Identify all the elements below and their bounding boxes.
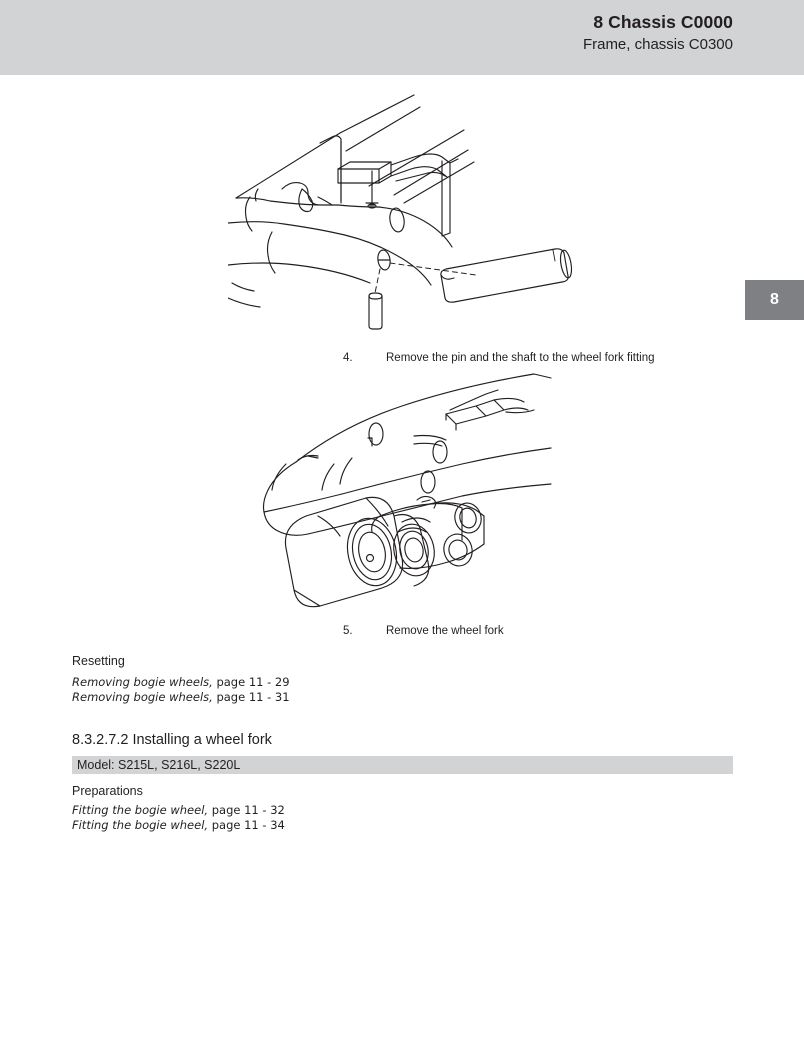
cross-reference-page: page 11 - 32	[208, 803, 285, 817]
step-number-5: 5.	[343, 625, 353, 637]
page-header-title: 8 Chassis C0000	[593, 12, 733, 32]
cross-reference-page: page 11 - 29	[212, 675, 290, 689]
chapter-tab-label: 8	[770, 291, 779, 308]
step-text-5: Remove the wheel fork	[386, 625, 504, 637]
cross-reference-item[interactable]	[72, 690, 290, 705]
cross-reference-item[interactable]	[72, 818, 285, 833]
cross-reference-title: Fitting the bogie wheel,	[72, 818, 209, 832]
cross-reference-page: page 11 - 34	[208, 818, 285, 832]
step-text-4: Remove the pin and the shaft to the wheel fork fitting	[386, 352, 655, 364]
preparations-cross-reference-list	[72, 803, 285, 833]
resetting-section-label: Resetting	[72, 654, 125, 668]
resetting-cross-reference-list	[72, 675, 290, 705]
cross-reference-page: page 11 - 31	[212, 690, 290, 704]
model-applicability-text: Model: S215L, S216L, S220L	[77, 758, 241, 772]
cross-reference-title: Removing bogie wheels,	[72, 690, 213, 704]
chapter-tab-marker	[745, 280, 804, 320]
wheel-fork-removal-illustration	[262, 372, 552, 612]
cross-reference-item[interactable]	[72, 803, 285, 818]
model-applicability-banner	[72, 756, 733, 774]
preparations-section-label: Preparations	[72, 784, 143, 798]
cross-reference-title: Removing bogie wheels,	[72, 675, 213, 689]
step-number-4: 4.	[343, 352, 353, 364]
page-header-band	[0, 0, 804, 75]
step-caption-4	[343, 351, 655, 365]
section-heading: 8.3.2.7.2 Installing a wheel fork	[72, 732, 272, 748]
wheel-fork-pin-and-shaft-removal-illustration	[228, 93, 576, 331]
cross-reference-title: Fitting the bogie wheel,	[72, 803, 209, 817]
step-caption-5	[343, 624, 504, 638]
page-header-subtitle: Frame, chassis C0300	[582, 36, 733, 53]
cross-reference-item[interactable]	[72, 675, 290, 690]
page-header-text-group	[583, 10, 733, 56]
